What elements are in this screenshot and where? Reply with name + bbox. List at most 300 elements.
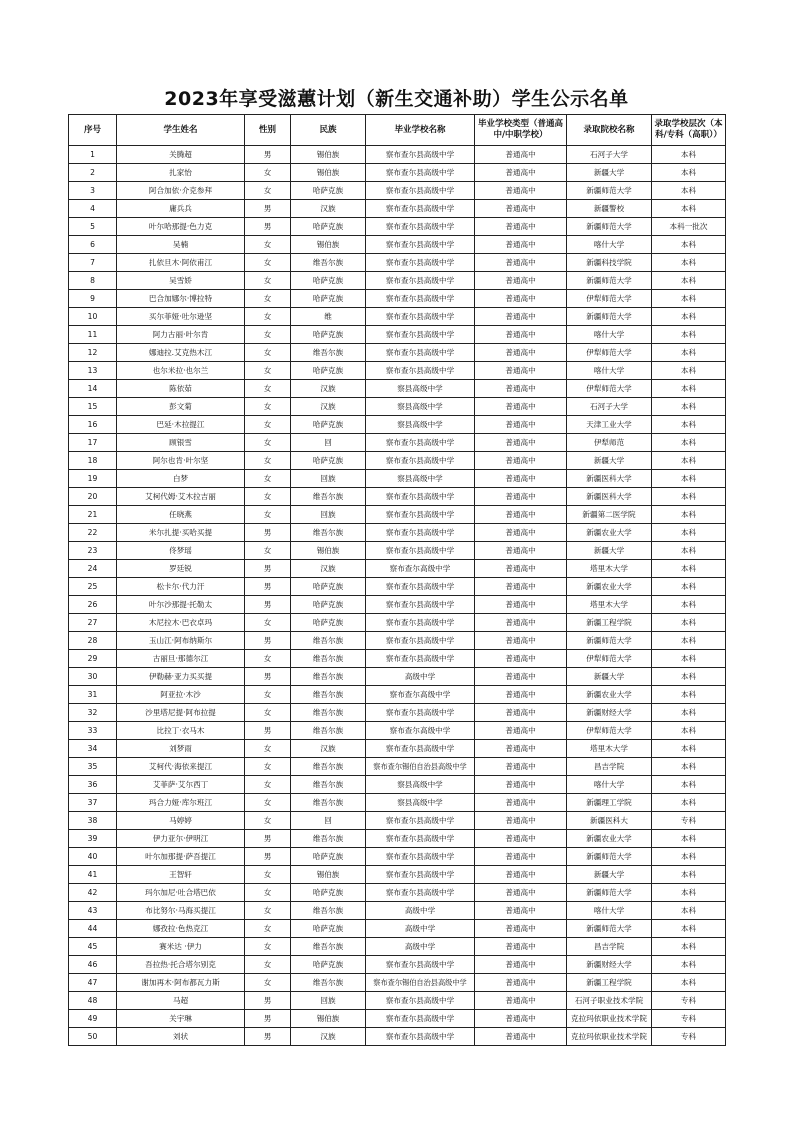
cell-graduated-school: 察布查尔县高级中学 xyxy=(366,596,475,614)
cell-university: 伊犁师范大学 xyxy=(567,722,652,740)
cell-level: 本科 xyxy=(652,830,726,848)
cell-gender: 女 xyxy=(245,272,291,290)
col-header-ethnicity: 民族 xyxy=(291,115,366,146)
cell-school-type: 普通高中 xyxy=(475,452,567,470)
cell-university: 新疆财经大学 xyxy=(567,956,652,974)
cell-graduated-school: 察布查尔县高级中学 xyxy=(366,848,475,866)
cell-ethnicity: 哈萨克族 xyxy=(291,596,366,614)
cell-graduated-school: 高级中学 xyxy=(366,902,475,920)
cell-gender: 男 xyxy=(245,1010,291,1028)
table-row xyxy=(69,794,726,812)
cell-level: 本科 xyxy=(652,452,726,470)
table-row xyxy=(69,380,726,398)
cell-university: 石河子大学 xyxy=(567,146,652,164)
cell-graduated-school: 察布查尔县高级中学 xyxy=(366,326,475,344)
table-row xyxy=(69,182,726,200)
cell-graduated-school: 察布查尔高级中学 xyxy=(366,722,475,740)
cell-school-type: 普通高中 xyxy=(475,398,567,416)
cell-gender: 男 xyxy=(245,992,291,1010)
cell-school-type: 普通高中 xyxy=(475,902,567,920)
cell-school-type: 普通高中 xyxy=(475,488,567,506)
cell-index: 35 xyxy=(69,758,117,776)
cell-ethnicity: 哈萨克族 xyxy=(291,452,366,470)
cell-index: 44 xyxy=(69,920,117,938)
cell-index: 18 xyxy=(69,452,117,470)
cell-gender: 女 xyxy=(245,686,291,704)
table-row xyxy=(69,722,726,740)
cell-graduated-school: 察布查尔县高级中学 xyxy=(366,434,475,452)
cell-graduated-school: 察布查尔县高级中学 xyxy=(366,488,475,506)
cell-ethnicity: 维吾尔族 xyxy=(291,722,366,740)
cell-index: 36 xyxy=(69,776,117,794)
table-row xyxy=(69,956,726,974)
cell-gender: 女 xyxy=(245,290,291,308)
cell-ethnicity: 维吾尔族 xyxy=(291,758,366,776)
cell-ethnicity: 哈萨克族 xyxy=(291,182,366,200)
cell-graduated-school: 察县高级中学 xyxy=(366,380,475,398)
cell-school-type: 普通高中 xyxy=(475,362,567,380)
cell-student-name: 巴合加娜尔·博拉特 xyxy=(117,290,245,308)
cell-index: 16 xyxy=(69,416,117,434)
cell-school-type: 普通高中 xyxy=(475,416,567,434)
cell-university: 喀什大学 xyxy=(567,236,652,254)
table-row xyxy=(69,470,726,488)
cell-ethnicity: 哈萨克族 xyxy=(291,218,366,236)
cell-level: 本科 xyxy=(652,632,726,650)
cell-index: 27 xyxy=(69,614,117,632)
table-row xyxy=(69,398,726,416)
cell-index: 17 xyxy=(69,434,117,452)
cell-university: 昌吉学院 xyxy=(567,938,652,956)
cell-graduated-school: 察布查尔县高级中学 xyxy=(366,506,475,524)
cell-graduated-school: 察县高级中学 xyxy=(366,398,475,416)
cell-student-name: 沙里塔尼提·阿布拉提 xyxy=(117,704,245,722)
cell-level: 本科 xyxy=(652,488,726,506)
cell-level: 本科 xyxy=(652,758,726,776)
cell-level: 本科 xyxy=(652,650,726,668)
table-row xyxy=(69,362,726,380)
table-row xyxy=(69,866,726,884)
cell-graduated-school: 察县高级中学 xyxy=(366,776,475,794)
cell-student-name: 艾菲萨·艾尔西丁 xyxy=(117,776,245,794)
cell-ethnicity: 回族 xyxy=(291,506,366,524)
cell-student-name: 刘状 xyxy=(117,1028,245,1046)
cell-student-name: 吾拉热·托合塔尔别克 xyxy=(117,956,245,974)
cell-student-name: 娜孜拉·色热克江 xyxy=(117,920,245,938)
cell-graduated-school: 察布查尔县高级中学 xyxy=(366,866,475,884)
cell-ethnicity: 汉族 xyxy=(291,740,366,758)
table-row xyxy=(69,1010,726,1028)
cell-level: 专科 xyxy=(652,812,726,830)
cell-school-type: 普通高中 xyxy=(475,1010,567,1028)
cell-index: 34 xyxy=(69,740,117,758)
cell-gender: 女 xyxy=(245,920,291,938)
cell-graduated-school: 察布查尔县高级中学 xyxy=(366,236,475,254)
cell-student-name: 马超 xyxy=(117,992,245,1010)
table-row xyxy=(69,524,726,542)
cell-graduated-school: 察布查尔县高级中学 xyxy=(366,578,475,596)
cell-university: 新疆农业大学 xyxy=(567,578,652,596)
cell-level: 本科 xyxy=(652,956,726,974)
cell-student-name: 阿尔也肯·叶尔坚 xyxy=(117,452,245,470)
cell-gender: 男 xyxy=(245,524,291,542)
table-row xyxy=(69,830,726,848)
cell-school-type: 普通高中 xyxy=(475,776,567,794)
cell-index: 11 xyxy=(69,326,117,344)
cell-index: 20 xyxy=(69,488,117,506)
cell-school-type: 普通高中 xyxy=(475,722,567,740)
cell-university: 新疆工程学院 xyxy=(567,974,652,992)
cell-index: 31 xyxy=(69,686,117,704)
cell-index: 12 xyxy=(69,344,117,362)
header-row xyxy=(69,115,726,146)
cell-index: 1 xyxy=(69,146,117,164)
table-row xyxy=(69,920,726,938)
cell-student-name: 刘梦雨 xyxy=(117,740,245,758)
cell-gender: 女 xyxy=(245,344,291,362)
page-title: 2023年享受滋蕙计划（新生交通补助）学生公示名单 xyxy=(164,88,629,110)
cell-student-name: 关宇琳 xyxy=(117,1010,245,1028)
cell-level: 本科 xyxy=(652,326,726,344)
cell-school-type: 普通高中 xyxy=(475,218,567,236)
cell-graduated-school: 察布查尔县高级中学 xyxy=(366,164,475,182)
cell-school-type: 普通高中 xyxy=(475,326,567,344)
cell-university: 新疆大学 xyxy=(567,164,652,182)
cell-level: 本科 xyxy=(652,272,726,290)
cell-school-type: 普通高中 xyxy=(475,560,567,578)
table-row xyxy=(69,200,726,218)
table-row xyxy=(69,992,726,1010)
cell-level: 本科 xyxy=(652,398,726,416)
col-header-index: 序号 xyxy=(69,115,117,146)
cell-gender: 男 xyxy=(245,722,291,740)
cell-level: 本科一批次 xyxy=(652,218,726,236)
cell-gender: 女 xyxy=(245,308,291,326)
cell-level: 本科 xyxy=(652,920,726,938)
cell-graduated-school: 察布查尔高级中学 xyxy=(366,686,475,704)
cell-school-type: 普通高中 xyxy=(475,434,567,452)
cell-graduated-school: 高级中学 xyxy=(366,668,475,686)
cell-graduated-school: 察布查尔县高级中学 xyxy=(366,632,475,650)
table-row xyxy=(69,218,726,236)
cell-ethnicity: 维吾尔族 xyxy=(291,974,366,992)
cell-level: 本科 xyxy=(652,722,726,740)
cell-ethnicity: 汉族 xyxy=(291,380,366,398)
table-row xyxy=(69,488,726,506)
cell-index: 33 xyxy=(69,722,117,740)
cell-ethnicity: 汉族 xyxy=(291,398,366,416)
cell-level: 本科 xyxy=(652,362,726,380)
cell-university: 新疆第二医学院 xyxy=(567,506,652,524)
table-row xyxy=(69,146,726,164)
cell-school-type: 普通高中 xyxy=(475,938,567,956)
cell-school-type: 普通高中 xyxy=(475,704,567,722)
cell-school-type: 普通高中 xyxy=(475,956,567,974)
cell-level: 本科 xyxy=(652,434,726,452)
cell-school-type: 普通高中 xyxy=(475,920,567,938)
cell-student-name: 陈依茹 xyxy=(117,380,245,398)
cell-graduated-school: 察布查尔县高级中学 xyxy=(366,524,475,542)
cell-university: 塔里木大学 xyxy=(567,560,652,578)
cell-gender: 男 xyxy=(245,632,291,650)
cell-graduated-school: 察县高级中学 xyxy=(366,470,475,488)
cell-index: 37 xyxy=(69,794,117,812)
cell-school-type: 普通高中 xyxy=(475,812,567,830)
cell-index: 23 xyxy=(69,542,117,560)
cell-index: 6 xyxy=(69,236,117,254)
cell-gender: 女 xyxy=(245,434,291,452)
cell-index: 7 xyxy=(69,254,117,272)
cell-level: 本科 xyxy=(652,542,726,560)
cell-student-name: 吴雪娇 xyxy=(117,272,245,290)
cell-gender: 女 xyxy=(245,506,291,524)
table-row xyxy=(69,596,726,614)
cell-student-name: 木尼拉木·巴衣卓玛 xyxy=(117,614,245,632)
table-row xyxy=(69,560,726,578)
cell-university: 新疆师范大学 xyxy=(567,884,652,902)
cell-gender: 男 xyxy=(245,596,291,614)
cell-graduated-school: 察布查尔县高级中学 xyxy=(366,812,475,830)
cell-ethnicity: 回族 xyxy=(291,470,366,488)
table-row xyxy=(69,434,726,452)
cell-student-name: 玉山江·阿布纳斯尔 xyxy=(117,632,245,650)
cell-level: 本科 xyxy=(652,866,726,884)
cell-ethnicity: 锡伯族 xyxy=(291,146,366,164)
cell-graduated-school: 察布查尔锡伯自治县高级中学 xyxy=(366,974,475,992)
cell-index: 41 xyxy=(69,866,117,884)
cell-student-name: 玛尔加尼·吐合塔巴依 xyxy=(117,884,245,902)
cell-graduated-school: 察布查尔县高级中学 xyxy=(366,650,475,668)
cell-ethnicity: 维吾尔族 xyxy=(291,794,366,812)
cell-level: 本科 xyxy=(652,668,726,686)
cell-index: 25 xyxy=(69,578,117,596)
table-row xyxy=(69,668,726,686)
cell-student-name: 王智轩 xyxy=(117,866,245,884)
table-body xyxy=(69,146,726,1046)
cell-level: 本科 xyxy=(652,236,726,254)
cell-school-type: 普通高中 xyxy=(475,758,567,776)
table-row xyxy=(69,452,726,470)
cell-graduated-school: 察布查尔县高级中学 xyxy=(366,992,475,1010)
cell-level: 本科 xyxy=(652,506,726,524)
cell-school-type: 普通高中 xyxy=(475,290,567,308)
cell-school-type: 普通高中 xyxy=(475,146,567,164)
cell-gender: 女 xyxy=(245,488,291,506)
cell-level: 本科 xyxy=(652,686,726,704)
cell-student-name: 任晓燕 xyxy=(117,506,245,524)
cell-school-type: 普通高中 xyxy=(475,344,567,362)
cell-level: 本科 xyxy=(652,344,726,362)
cell-university: 石河子大学 xyxy=(567,398,652,416)
cell-ethnicity: 锡伯族 xyxy=(291,866,366,884)
cell-university: 新疆理工学院 xyxy=(567,794,652,812)
col-header-school-type: 毕业学校类型（普通高中/中职学校） xyxy=(475,115,567,146)
cell-student-name: 米尔扎提·买哈买提 xyxy=(117,524,245,542)
cell-student-name: 叶尔沙那提·托勒太 xyxy=(117,596,245,614)
cell-index: 29 xyxy=(69,650,117,668)
table-row xyxy=(69,308,726,326)
table-row xyxy=(69,848,726,866)
cell-school-type: 普通高中 xyxy=(475,992,567,1010)
cell-graduated-school: 察布查尔县高级中学 xyxy=(366,830,475,848)
cell-student-name: 扎家怡 xyxy=(117,164,245,182)
cell-gender: 女 xyxy=(245,236,291,254)
cell-index: 46 xyxy=(69,956,117,974)
table-row xyxy=(69,758,726,776)
cell-level: 本科 xyxy=(652,182,726,200)
cell-graduated-school: 察布查尔县高级中学 xyxy=(366,740,475,758)
cell-ethnicity: 哈萨克族 xyxy=(291,614,366,632)
cell-university: 塔里木大学 xyxy=(567,740,652,758)
table-row xyxy=(69,506,726,524)
cell-student-name: 白梦 xyxy=(117,470,245,488)
cell-student-name: 阿力古丽·叶尔肯 xyxy=(117,326,245,344)
cell-student-name: 也尔米拉·也尔兰 xyxy=(117,362,245,380)
cell-ethnicity: 汉族 xyxy=(291,200,366,218)
cell-index: 9 xyxy=(69,290,117,308)
cell-graduated-school: 察布查尔县高级中学 xyxy=(366,614,475,632)
cell-school-type: 普通高中 xyxy=(475,650,567,668)
cell-graduated-school: 察布查尔县高级中学 xyxy=(366,200,475,218)
cell-level: 本科 xyxy=(652,164,726,182)
cell-gender: 男 xyxy=(245,1028,291,1046)
cell-index: 24 xyxy=(69,560,117,578)
cell-ethnicity: 维吾尔族 xyxy=(291,902,366,920)
cell-ethnicity: 汉族 xyxy=(291,560,366,578)
cell-student-name: 阿合加依·介克参拜 xyxy=(117,182,245,200)
col-header-school: 毕业学校名称 xyxy=(366,115,475,146)
table-row xyxy=(69,938,726,956)
cell-graduated-school: 高级中学 xyxy=(366,920,475,938)
cell-ethnicity: 维 xyxy=(291,308,366,326)
cell-student-name: 罗廷锐 xyxy=(117,560,245,578)
cell-ethnicity: 维吾尔族 xyxy=(291,704,366,722)
cell-ethnicity: 哈萨克族 xyxy=(291,848,366,866)
cell-index: 26 xyxy=(69,596,117,614)
cell-student-name: 玛合力娅·库尔班江 xyxy=(117,794,245,812)
cell-student-name: 伊力亚尔·伊明江 xyxy=(117,830,245,848)
table-row xyxy=(69,254,726,272)
cell-ethnicity: 维吾尔族 xyxy=(291,632,366,650)
cell-gender: 女 xyxy=(245,380,291,398)
cell-level: 本科 xyxy=(652,200,726,218)
cell-index: 8 xyxy=(69,272,117,290)
cell-student-name: 松卡尔·代力汗 xyxy=(117,578,245,596)
cell-index: 50 xyxy=(69,1028,117,1046)
cell-level: 专科 xyxy=(652,992,726,1010)
col-header-level: 录取学校层次（本科/专科（高职）） xyxy=(652,115,726,146)
cell-level: 本科 xyxy=(652,470,726,488)
cell-university: 喀什大学 xyxy=(567,776,652,794)
cell-ethnicity: 回族 xyxy=(291,992,366,1010)
cell-school-type: 普通高中 xyxy=(475,974,567,992)
cell-university: 新疆大学 xyxy=(567,542,652,560)
cell-gender: 女 xyxy=(245,902,291,920)
table-row xyxy=(69,974,726,992)
cell-level: 本科 xyxy=(652,614,726,632)
cell-index: 13 xyxy=(69,362,117,380)
cell-school-type: 普通高中 xyxy=(475,272,567,290)
cell-graduated-school: 察布查尔县高级中学 xyxy=(366,1028,475,1046)
table-row xyxy=(69,776,726,794)
cell-level: 本科 xyxy=(652,902,726,920)
table-row xyxy=(69,686,726,704)
table-row xyxy=(69,326,726,344)
cell-level: 专科 xyxy=(652,1028,726,1046)
cell-graduated-school: 察布查尔锡伯自治县高级中学 xyxy=(366,758,475,776)
cell-university: 新疆工程学院 xyxy=(567,614,652,632)
cell-level: 本科 xyxy=(652,704,726,722)
cell-graduated-school: 高级中学 xyxy=(366,938,475,956)
cell-student-name: 伊勒赫·亚力买买提 xyxy=(117,668,245,686)
cell-gender: 女 xyxy=(245,938,291,956)
table-row xyxy=(69,614,726,632)
cell-graduated-school: 察布查尔县高级中学 xyxy=(366,344,475,362)
cell-level: 本科 xyxy=(652,884,726,902)
table-row xyxy=(69,290,726,308)
cell-ethnicity: 哈萨克族 xyxy=(291,920,366,938)
cell-student-name: 艾柯代姆·艾木拉吉丽 xyxy=(117,488,245,506)
cell-university: 昌吉学院 xyxy=(567,758,652,776)
cell-university: 新疆农业大学 xyxy=(567,830,652,848)
cell-level: 本科 xyxy=(652,290,726,308)
col-header-university: 录取院校名称 xyxy=(567,115,652,146)
cell-ethnicity: 回 xyxy=(291,434,366,452)
cell-ethnicity: 哈萨克族 xyxy=(291,884,366,902)
cell-gender: 男 xyxy=(245,578,291,596)
cell-university: 新疆医科大学 xyxy=(567,488,652,506)
cell-index: 5 xyxy=(69,218,117,236)
cell-school-type: 普通高中 xyxy=(475,236,567,254)
cell-university: 新疆师范大学 xyxy=(567,920,652,938)
cell-gender: 女 xyxy=(245,776,291,794)
cell-school-type: 普通高中 xyxy=(475,740,567,758)
cell-student-name: 阿亚拉·木沙 xyxy=(117,686,245,704)
cell-student-name: 古丽旦·那德尔江 xyxy=(117,650,245,668)
cell-ethnicity: 锡伯族 xyxy=(291,236,366,254)
cell-school-type: 普通高中 xyxy=(475,200,567,218)
cell-level: 本科 xyxy=(652,578,726,596)
cell-ethnicity: 维吾尔族 xyxy=(291,344,366,362)
cell-gender: 女 xyxy=(245,956,291,974)
cell-university: 新疆师范大学 xyxy=(567,218,652,236)
cell-student-name: 彭文菊 xyxy=(117,398,245,416)
cell-level: 本科 xyxy=(652,596,726,614)
cell-school-type: 普通高中 xyxy=(475,686,567,704)
cell-student-name: 赛米达 ·伊力 xyxy=(117,938,245,956)
cell-ethnicity: 哈萨克族 xyxy=(291,326,366,344)
cell-school-type: 普通高中 xyxy=(475,848,567,866)
cell-university: 新疆师范大学 xyxy=(567,848,652,866)
cell-school-type: 普通高中 xyxy=(475,596,567,614)
table-row xyxy=(69,236,726,254)
cell-ethnicity: 锡伯族 xyxy=(291,1010,366,1028)
cell-gender: 男 xyxy=(245,218,291,236)
col-header-gender: 性别 xyxy=(245,115,291,146)
cell-level: 本科 xyxy=(652,416,726,434)
cell-graduated-school: 察县高级中学 xyxy=(366,416,475,434)
cell-school-type: 普通高中 xyxy=(475,668,567,686)
cell-student-name: 买尔菲娅·吐尔逊坚 xyxy=(117,308,245,326)
cell-student-name: 布比努尔·马海买提江 xyxy=(117,902,245,920)
cell-school-type: 普通高中 xyxy=(475,164,567,182)
cell-level: 本科 xyxy=(652,380,726,398)
cell-school-type: 普通高中 xyxy=(475,1028,567,1046)
cell-university: 新疆大学 xyxy=(567,668,652,686)
cell-graduated-school: 察布查尔县高级中学 xyxy=(366,704,475,722)
cell-student-name: 比拉丁·衣马木 xyxy=(117,722,245,740)
table-header xyxy=(69,115,726,146)
